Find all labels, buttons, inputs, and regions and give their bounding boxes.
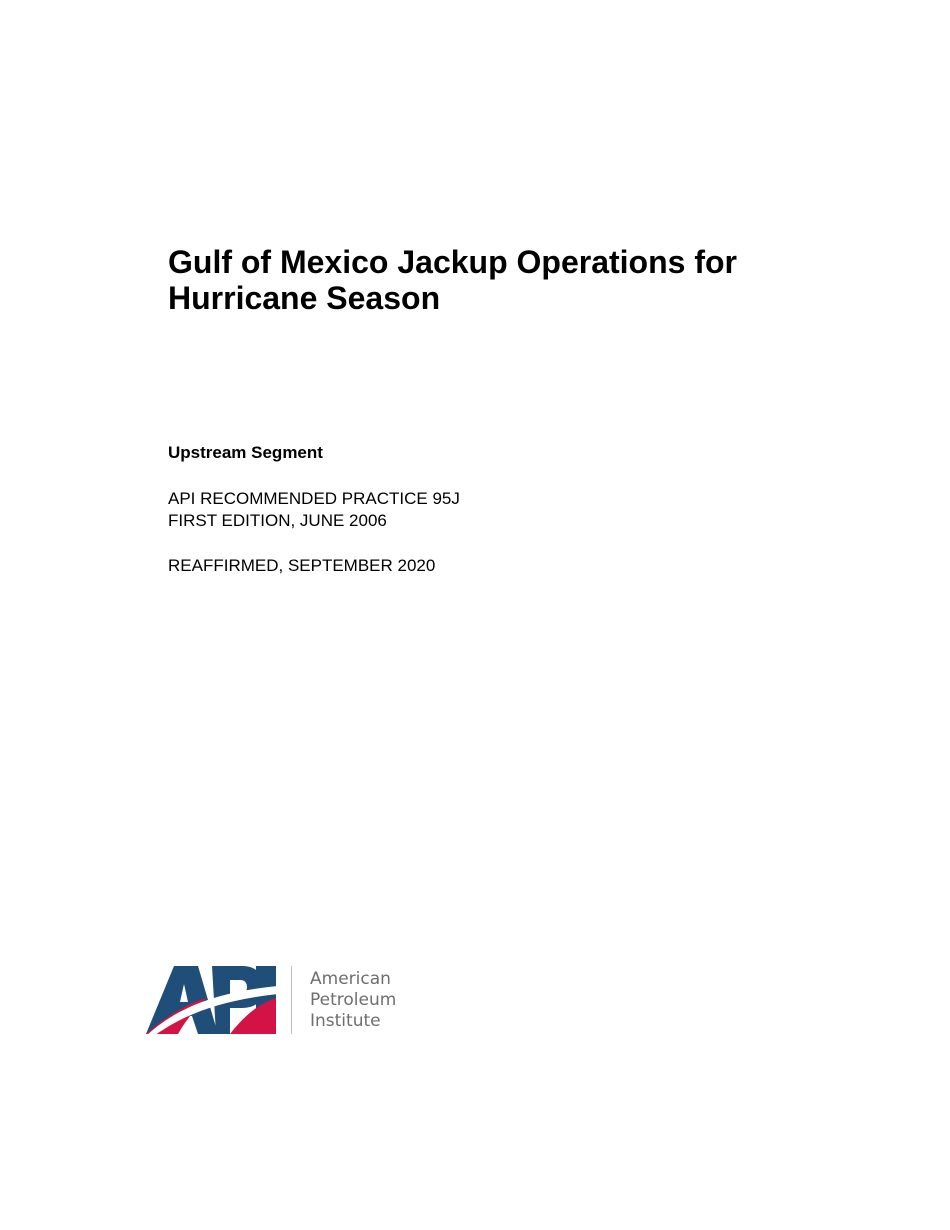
practice-block xyxy=(168,488,460,532)
organization-name-line-2: Petroleum xyxy=(310,990,397,1010)
practice-number: API RECOMMENDED PRACTICE 95J xyxy=(168,489,460,508)
edition-date: FIRST EDITION, JUNE 2006 xyxy=(168,511,387,530)
document-title-line-1: Gulf of Mexico Jackup Operations for xyxy=(168,244,737,280)
organization-name-line-3: Institute xyxy=(310,1011,381,1031)
api-logo xyxy=(146,962,406,1038)
logo-divider xyxy=(291,966,292,1034)
segment-heading: Upstream Segment xyxy=(168,443,323,462)
organization-name xyxy=(310,969,396,1032)
organization-name-line-1: American xyxy=(310,969,391,989)
document-title-line-2: Hurricane Season xyxy=(168,280,441,316)
reaffirmed-date: REAFFIRMED, SEPTEMBER 2020 xyxy=(168,556,436,575)
api-logo-mark xyxy=(146,964,278,1036)
document-title xyxy=(168,244,868,316)
